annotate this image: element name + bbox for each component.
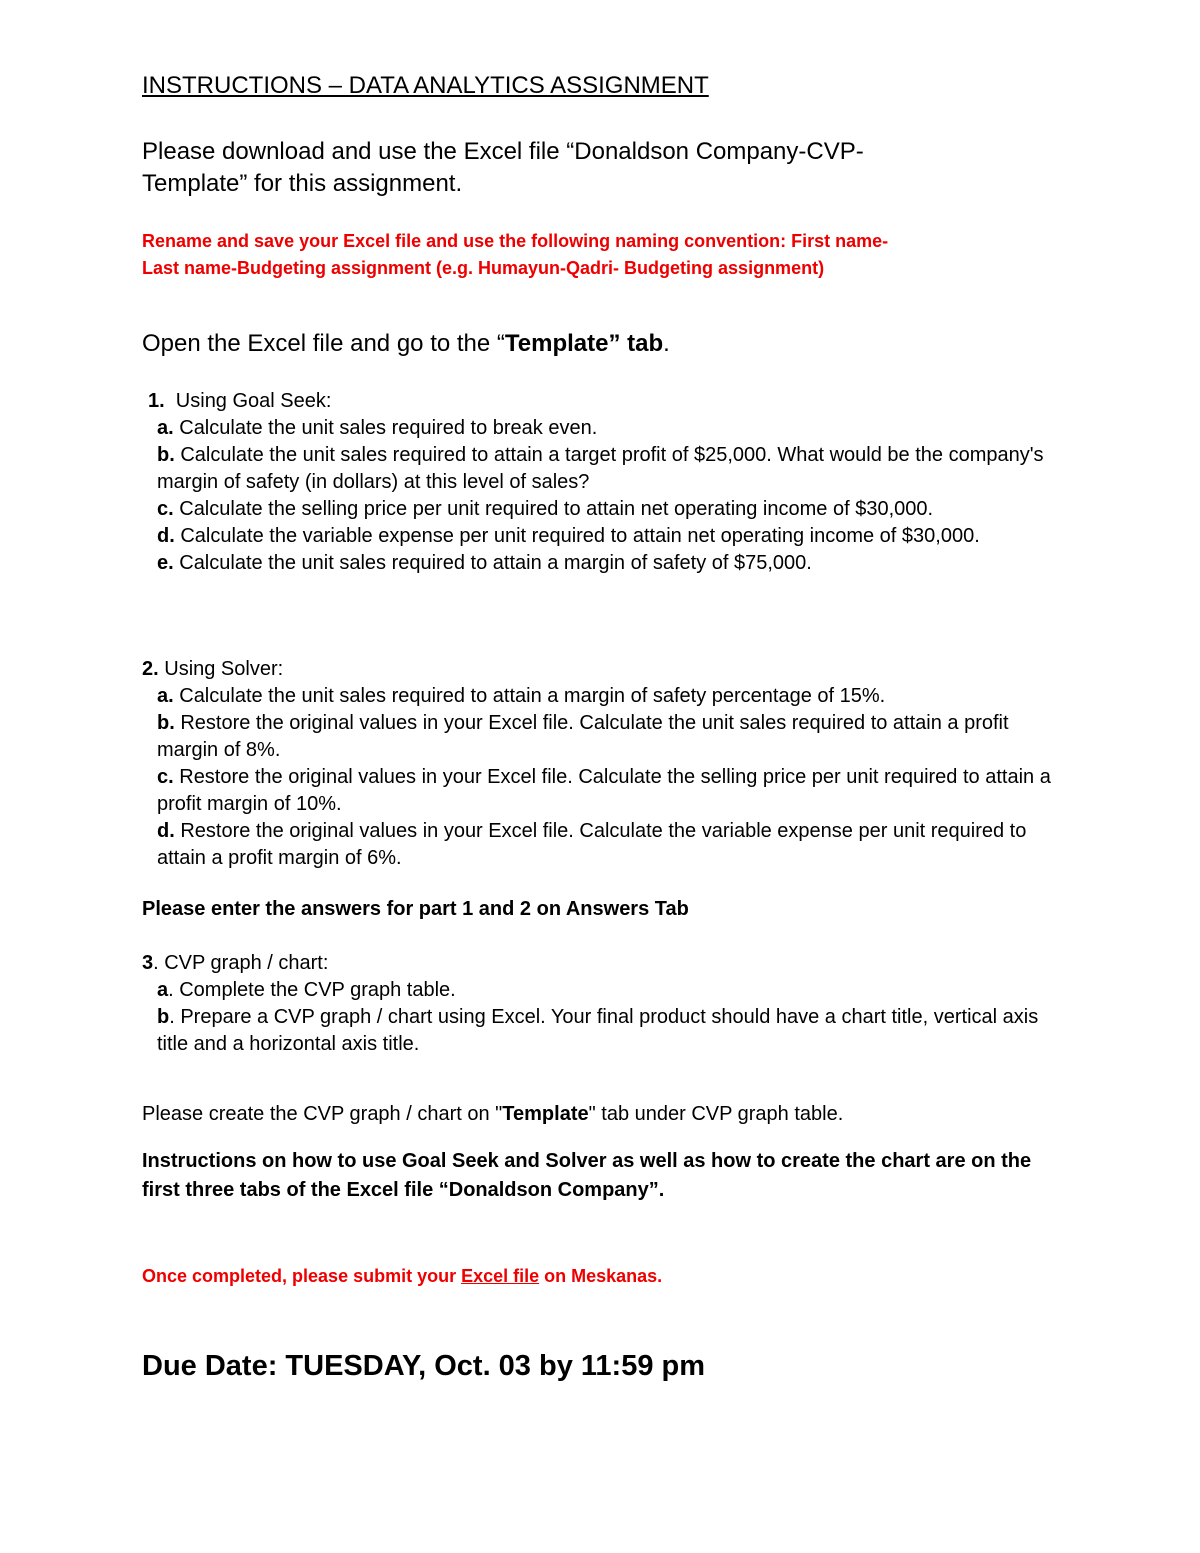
- item-label: c.: [157, 766, 174, 788]
- part-3-heading-text: . CVP graph / chart:: [153, 952, 329, 974]
- create-prefix: Please create the CVP graph / chart on ": [142, 1103, 503, 1125]
- part-3-cvp-chart: [142, 950, 1072, 1058]
- item-text: . Complete the CVP graph table.: [168, 979, 456, 1001]
- create-suffix: " tab under CVP graph table.: [588, 1103, 844, 1125]
- item-text: Restore the original values in your Excel file. Calculate the variable expense per unit required to attain a profit margin of 6%.: [157, 820, 1027, 869]
- part-2-item-c: [142, 764, 1072, 818]
- item-text: Calculate the unit sales required to break even.: [173, 417, 598, 439]
- open-suffix: .: [663, 330, 670, 357]
- part-2-number: 2.: [142, 658, 159, 680]
- item-label: d.: [157, 525, 175, 547]
- rename-line-1: Rename and save your Excel file and use the following naming convention: First name-: [142, 231, 889, 251]
- create-chart-note: [142, 1103, 843, 1126]
- item-text: Calculate the unit sales required to attain a margin of safety percentage of 15%.: [173, 685, 886, 707]
- part-3-item-b: [142, 1004, 1072, 1058]
- part-1-heading-text: Using Goal Seek:: [164, 390, 332, 412]
- submit-suffix: on Meskanas.: [539, 1266, 663, 1286]
- item-text: . Prepare a CVP graph / chart using Excel. Your final product should have a chart title, vertical axis title and a horizontal axis title.: [157, 1006, 1039, 1055]
- intro-paragraph: [142, 136, 1042, 200]
- due-date: Due Date: TUESDAY, Oct. 03 by 11:59 pm: [142, 1350, 706, 1382]
- item-text: Calculate the variable expense per unit required to attain net operating income of $30,000.: [174, 525, 980, 547]
- item-text: Restore the original values in your Excel file. Calculate the unit sales required to attain a profit margin of 8%.: [157, 712, 1009, 761]
- part-3-item-a: [142, 977, 1072, 1004]
- part-2-heading-text: Using Solver:: [158, 658, 284, 680]
- submit-instruction: [142, 1266, 662, 1287]
- item-label: b.: [157, 712, 175, 734]
- part-1-item-c: [142, 496, 1072, 523]
- create-bold: Template: [502, 1103, 589, 1125]
- part-3-heading: [142, 950, 1072, 977]
- part-2-item-b: [142, 710, 1072, 764]
- rename-line-2: Last name-Budgeting assignment (e.g. Humayun-Qadri- Budgeting assignment): [142, 258, 825, 278]
- part-1-heading: [142, 388, 1072, 415]
- rename-instructions: [142, 228, 1082, 282]
- item-text: Restore the original values in your Excel file. Calculate the selling price per unit required to attain a profit margin of 10%.: [157, 766, 1051, 815]
- item-label: b: [157, 1006, 170, 1028]
- item-label: c.: [157, 498, 174, 520]
- part-1-number: 1.: [148, 390, 165, 412]
- howto-note: Instructions on how to use Goal Seek and Solver as well as how to create the chart are on the first three tabs of the Excel file “Donaldson Company”.: [142, 1150, 1032, 1201]
- answers-tab-note: Please enter the answers for part 1 and 2 on Answers Tab: [142, 898, 689, 920]
- part-1-item-b: [142, 442, 1072, 496]
- intro-line-2: Template” for this assignment.: [142, 170, 463, 197]
- open-bold: Template” tab: [504, 330, 664, 357]
- intro-line-1: Please download and use the Excel file “Donaldson Company-CVP-: [142, 138, 864, 165]
- item-text: Calculate the unit sales required to attain a margin of safety of $75,000.: [173, 552, 812, 574]
- submit-prefix: Once completed, please submit your: [142, 1266, 462, 1286]
- item-label: a: [157, 979, 169, 1001]
- part-1-goal-seek: [142, 388, 1072, 577]
- excel-file-link[interactable]: Excel file: [461, 1266, 540, 1286]
- part-3-number: 3: [142, 952, 154, 974]
- item-label: d.: [157, 820, 175, 842]
- part-1-item-e: [142, 550, 1072, 577]
- item-label: e.: [157, 552, 174, 574]
- part-2-heading: [142, 656, 1072, 683]
- open-template-instruction: [142, 330, 670, 358]
- item-text: Calculate the selling price per unit required to attain net operating income of $30,000.: [173, 498, 934, 520]
- part-1-item-a: [142, 415, 1072, 442]
- open-prefix: Open the Excel file and go to the “: [142, 330, 505, 357]
- page-title: INSTRUCTIONS – DATA ANALYTICS ASSIGNMENT: [142, 72, 709, 99]
- part-2-item-d: [142, 818, 1072, 872]
- part-2-item-a: [142, 683, 1072, 710]
- item-text: Calculate the unit sales required to attain a target profit of $25,000. What would be the company's margin of safety (in dollars) at this level of sales?: [157, 444, 1044, 493]
- item-label: b.: [157, 444, 175, 466]
- item-label: a.: [157, 417, 174, 439]
- part-2-solver: [142, 656, 1072, 872]
- part-1-item-d: [142, 523, 1072, 550]
- item-label: a.: [157, 685, 174, 707]
